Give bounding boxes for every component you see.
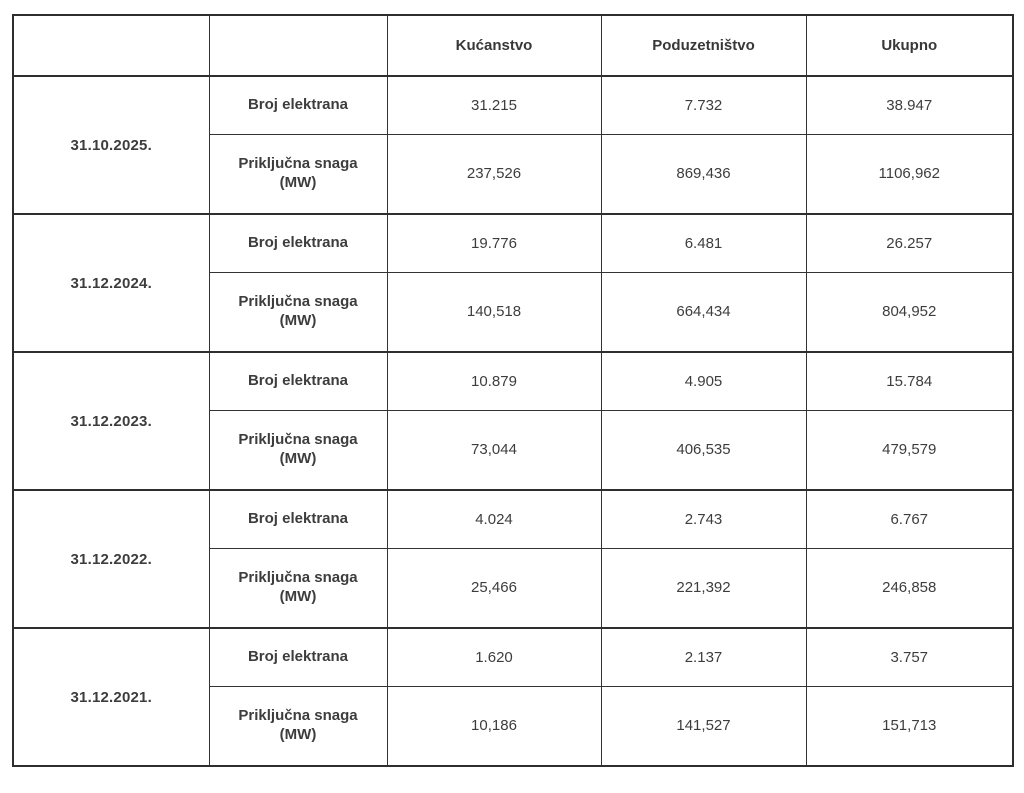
value-cell: 15.784 [806, 352, 1013, 410]
value-cell: 4.024 [387, 490, 601, 548]
value-cell: 19.776 [387, 214, 601, 272]
table-row [13, 628, 1013, 686]
date-cell: 31.12.2022. [13, 490, 209, 628]
date-cell: 31.12.2023. [13, 352, 209, 490]
value-cell: 221,392 [601, 548, 806, 628]
value-cell: 151,713 [806, 686, 1013, 766]
row-label-power: Priključna snaga (MW) [209, 272, 387, 352]
value-cell: 38.947 [806, 76, 1013, 134]
header-empty-metric [209, 15, 387, 76]
value-cell: 6.767 [806, 490, 1013, 548]
column-header-ukupno: Ukupno [806, 15, 1013, 76]
value-cell: 2.137 [601, 628, 806, 686]
value-cell: 26.257 [806, 214, 1013, 272]
table-row [13, 490, 1013, 548]
value-cell: 7.732 [601, 76, 806, 134]
table-row [13, 352, 1013, 410]
column-header-poduzetnistvo: Poduzetništvo [601, 15, 806, 76]
row-label-count: Broj elektrana [209, 490, 387, 548]
row-label-count: Broj elektrana [209, 214, 387, 272]
table-row [13, 76, 1013, 134]
value-cell: 140,518 [387, 272, 601, 352]
header-row [13, 15, 1013, 76]
value-cell: 73,044 [387, 410, 601, 490]
row-label-power: Priključna snaga (MW) [209, 410, 387, 490]
value-cell: 141,527 [601, 686, 806, 766]
value-cell: 246,858 [806, 548, 1013, 628]
row-label-power: Priključna snaga (MW) [209, 686, 387, 766]
value-cell: 3.757 [806, 628, 1013, 686]
date-cell: 31.10.2025. [13, 76, 209, 214]
value-cell: 1106,962 [806, 134, 1013, 214]
value-cell: 4.905 [601, 352, 806, 410]
table-row [13, 214, 1013, 272]
value-cell: 10,186 [387, 686, 601, 766]
header-empty-date [13, 15, 209, 76]
value-cell: 6.481 [601, 214, 806, 272]
power-plants-table [12, 14, 1014, 767]
value-cell: 479,579 [806, 410, 1013, 490]
row-label-count: Broj elektrana [209, 76, 387, 134]
row-label-count: Broj elektrana [209, 352, 387, 410]
date-cell: 31.12.2021. [13, 628, 209, 766]
value-cell: 25,466 [387, 548, 601, 628]
column-header-kucanstvo: Kućanstvo [387, 15, 601, 76]
value-cell: 406,535 [601, 410, 806, 490]
value-cell: 869,436 [601, 134, 806, 214]
value-cell: 804,952 [806, 272, 1013, 352]
date-cell: 31.12.2024. [13, 214, 209, 352]
value-cell: 31.215 [387, 76, 601, 134]
value-cell: 10.879 [387, 352, 601, 410]
row-label-count: Broj elektrana [209, 628, 387, 686]
value-cell: 237,526 [387, 134, 601, 214]
row-label-power: Priključna snaga (MW) [209, 134, 387, 214]
value-cell: 2.743 [601, 490, 806, 548]
row-label-power: Priključna snaga (MW) [209, 548, 387, 628]
value-cell: 664,434 [601, 272, 806, 352]
value-cell: 1.620 [387, 628, 601, 686]
